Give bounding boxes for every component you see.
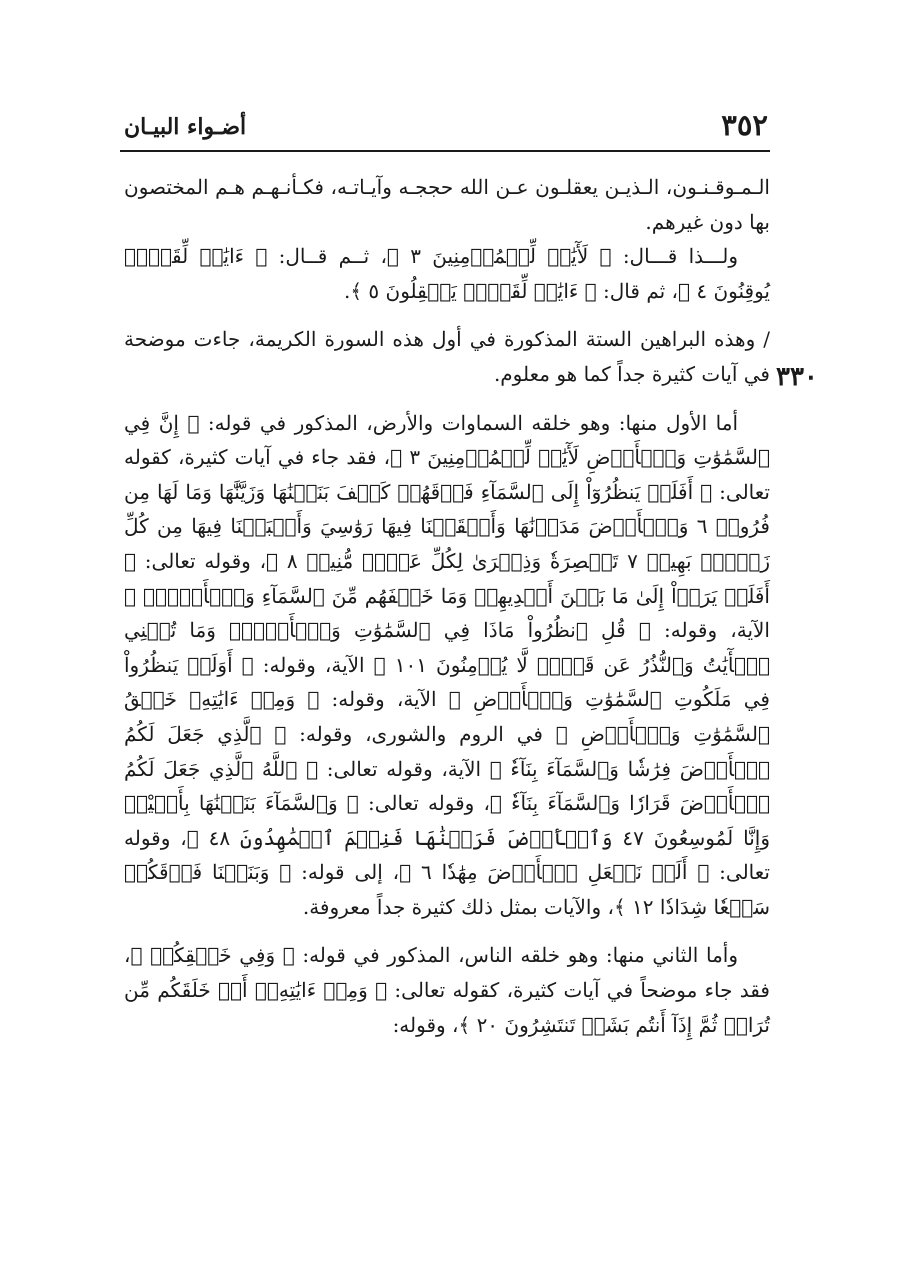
paragraph-gap — [124, 392, 770, 406]
header-rule — [120, 150, 770, 152]
page-body — [124, 170, 770, 1042]
paragraph-3: / وهذه البراهين الستة المذكورة في أول هذه السورة الكريمة، جاءت موضحة في آيات كثيرة جداً كما هو معلوم. — [124, 327, 771, 386]
book-title: أضـواء البيـان — [124, 114, 247, 140]
paragraph-4: أما الأول منها: وهو خلقه السماوات والأرض، المذكور في قوله: ﴿ إِنَّ فِي ٱلسَّمَٰوَٰتِ وَٱلۡأَرۡضِ لَأٓيَٰتٖ لِّلۡمُؤۡمِنِينَ ٣ ﴾، فقد جاء في آيات كثيرة، كقوله تعالى: ﴿ أَفَلَمۡ يَنظُرُوٓاْ إِلَى ٱلسَّمَآءِ فَوۡقَهُمۡ كَيۡفَ بَنَيۡنَٰهَا وَزَيَّنَّٰهَا وَمَا لَهَا مِن فُرُوجٖ ٦ وَٱلۡأَرۡضَ مَدَدۡنَٰهَا وَأَلۡقَيۡنَا فِيهَا رَوَٰسِيَ وَأَنۢبَتۡنَا فِيهَا مِن كُلِّ زَوۡجِۭ بَهِيجٖ ٧ تَبۡصِرَةٗ وَذِكۡرَىٰ لِكُلِّ عَبۡدٖ مُّنِيبٖ ٨ ﴾، وقوله تعالى: ﴿ أَفَلَمۡ يَرَوۡاْ إِلَىٰ مَا بَيۡنَ أَيۡدِيهِمۡ وَمَا خَلۡفَهُم مِّنَ ٱلسَّمَآءِ وَٱلۡأَرۡضِۚ ﴾ الآية، وقوله: ﴿ قُلِ ٱنظُرُواْ مَاذَا فِي ٱلسَّمَٰوَٰتِ وَٱلۡأَرۡضِۚ وَمَا تُغۡنِي ٱلۡأٓيَٰتُ وَٱلنُّذُرُ عَن قَوۡمٖ لَّا يُؤۡمِنُونَ ١٠١ ﴾ الآية، وقوله: ﴿ أَوَلَمۡ يَنظُرُواْ فِي مَلَكُوتِ ٱلسَّمَٰوَٰتِ وَٱلۡأَرۡضِ ﴾ الآية، وقوله: ﴿ وَمِنۡ ءَايَٰتِهِۦ خَلۡقُ ٱلسَّمَٰوَٰتِ وَٱلۡأَرۡضِ ﴾ في الروم والشورى، وقوله: ﴿ ٱلَّذِي جَعَلَ لَكُمُ ٱلۡأَرۡضَ فِرَٰشٗا وَٱلسَّمَآءَ بِنَآءٗ ﴾ الآية، وقوله تعالى: ﴿ ٱللَّهُ ٱلَّذِي جَعَلَ لَكُمُ ٱلۡأَرۡضَ قَرَارٗا وَٱلسَّمَآءَ بِنَآءٗ ﴾، وقوله تعالى: ﴿ وَٱلسَّمَآءَ بَنَيۡنَٰهَا بِأَيۡيْدٖ وَإِنَّا لَمُوسِعُونَ ٤٧ وَٱلۡأَرۡضَ فَرَشۡنَٰهَا فَنِعۡمَ ٱلۡمَٰهِدُونَ ٤٨ ﴾، وقوله تعالى: ﴿ أَلَمۡ نَجۡعَلِ ٱلۡأَرۡضَ مِهَٰدٗا ٦ ﴾، إلى قوله: ﴿ وَبَنَيۡنَا فَوۡقَكُمۡ سَبۡعٗا شِدَادٗا ١٢ ﴾، والآيات بمثل ذلك كثيرة جداً معروفة. — [124, 410, 770, 919]
page-number: ٣٥٢ — [721, 108, 768, 142]
running-header — [120, 108, 770, 150]
paragraph-5: وأما الثاني منها: وهو خلقه الناس، المذكور في قوله: ﴿ وَفِي خَلۡقِكُمۡ ﴾، فقد جاء موضحاً في آيات كثيرة، كقوله تعالى: ﴿ وَمِنۡ ءَايَٰتِهِۦٓ أَنۡ خَلَقَكُم مِّن تُرَابٖ ثُمَّ إِذَآ أَنتُم بَشَرٞ تَنتَشِرُونَ ٢٠ ﴾، وقوله: — [124, 943, 770, 1037]
paragraph-gap — [124, 924, 770, 938]
paragraph-2: ولـــذا قـــال: ﴿ لَأٓيَٰتٖ لِّلۡمُؤۡمِنِينَ ٣ ﴾، ثــم قــال: ﴿ ءَايَٰتٞ لِّقَوۡمٖ يُوقِنُونَ ٤ ﴾، ثم قال: ﴿ ءَايَٰتٞ لِّقَوۡمٖ يَعۡقِلُونَ ٥ ﴾. — [124, 244, 770, 303]
paragraph-1: الـمـوقـنـون، الـذيـن يعقلـون عـن الله حججـه وآيـاتـه، فكـأنـهـم هـم المختصون بها دون غيرهم. — [124, 175, 770, 234]
paragraph-gap — [124, 308, 770, 322]
margin-page-reference: ٣٣٠ — [776, 362, 818, 392]
